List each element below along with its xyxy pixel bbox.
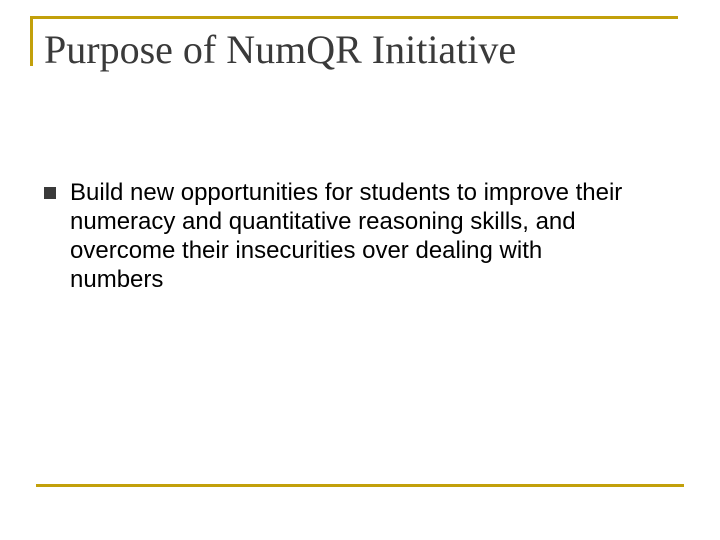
slide-title: Purpose of NumQR Initiative: [44, 27, 517, 72]
top-accent-rule: [30, 16, 678, 19]
bullet-text: Build new opportunities for students to improve their numeracy and quantitative reasoning skills, and overcome their insecurities over dealing with numbers: [70, 179, 623, 293]
left-accent-rule: [30, 16, 33, 66]
bottom-accent-rule: [36, 484, 684, 487]
square-bullet-icon: [44, 187, 56, 199]
bullet-item: [44, 178, 664, 294]
